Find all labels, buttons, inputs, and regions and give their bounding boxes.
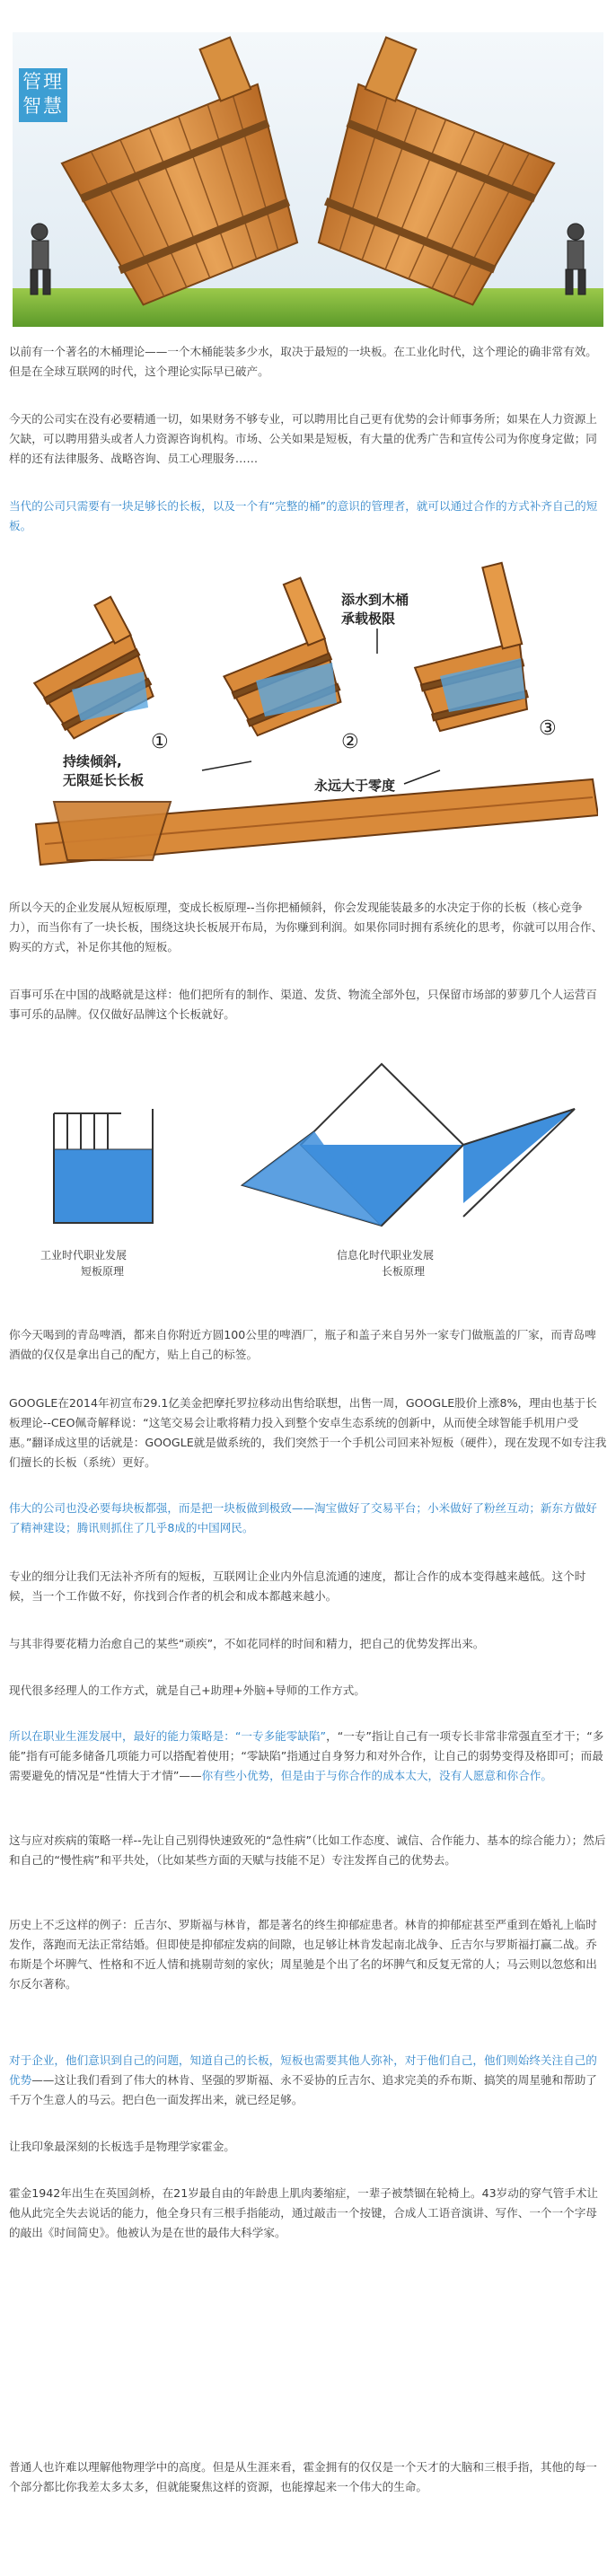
strategy-intro: 所以在职业生涯发展中，最好的能力策略是： xyxy=(9,1729,235,1743)
paragraph-5: 百事可乐在中国的战略就是这样：他们把所有的制作、渠道、发货、物流全部外包，只保留市场部的萝萝几个人运营百事可乐的品牌。仅仅做好品牌这个长板就好。 xyxy=(9,988,597,1021)
paragraph-11: 现代很多经理人的工作方式，就是自己+助理+外脑+导师的工作方式。 xyxy=(9,1684,365,1697)
label-add-water: 添水到木桶 xyxy=(341,592,409,608)
hero-image xyxy=(0,32,616,327)
label-keep-tilting: 持续倾斜, xyxy=(63,753,122,769)
label-capacity-limit: 承载极限 xyxy=(341,611,396,627)
paragraph-8: 伟大的公司也没必要每块板都强，而是把一块板做到极致——淘宝做好了交易平台；小米做好了粉丝互动；新东方做好了精神建设；腾讯则抓住了几乎8成的中国网民。 xyxy=(9,1501,597,1534)
left-caption-2: 短板原理 xyxy=(81,1265,125,1278)
paragraph-15 xyxy=(9,2051,607,2110)
strategy-warning: 你有些小优势，但是由于与你合作的成本太大，没有人愿意和你合作。 xyxy=(201,1769,552,1782)
short-long-plank-figure xyxy=(18,1059,598,1300)
paragraph-12 xyxy=(9,1727,607,1786)
enterprise-focus: 对于企业，他们意识到自己的问题，知道自己的长板，短板也需要其他人弥补，对于他们自己，他们则始终关注自己的优势 xyxy=(9,2053,597,2087)
paragraph-7: GOOGLE在2014年初宣布29.1亿美金把摩托罗拉移动出售给联想，出售一周，GOOGLE股价上涨8%，理由也基于长板理论--CEO佩奇解释说：“这笔交易会让歌将精力投入到整个安卓生态系统的创新中，从而使全球智能手机用户受惠。”翻译成这里的话就是：GOOGLE就是做系统的，我们突然于一个手机公司回来补短板（硬件），现在发现不如专注我们擅长的长板（系统）更好。 xyxy=(9,1396,607,1469)
right-caption-2: 长板原理 xyxy=(382,1265,426,1278)
paragraph-13: 这与应对疾病的策略一样--先让自己别得快速致死的“急性病”（比如工作态度、诚信、合作能力、基本的综合能力）；然后和自己的“慢性病”和平共处，（比如某些方面的天赋与技能不足）专注发挥自己的优势去。 xyxy=(9,1833,606,1867)
left-caption-1: 工业时代职业发展 xyxy=(40,1249,128,1262)
label-above-zero: 永远大于零度 xyxy=(314,778,396,794)
badge-line-2: 智慧 xyxy=(22,95,64,117)
strategy-explanation: ，“一专”指让自己有一项专长非常非常强直至才干；“多能”指有可能多储备几项能力可以搭配着使用；“零缺陷”指通过自身努力和对外合作，让自己的弱势变得及格即可；而最需要避免的情况是“性情大于才情”—— xyxy=(9,1729,604,1782)
strategy-motto: “一专多能零缺陷” xyxy=(234,1729,327,1743)
paragraph-9: 专业的细分让我们无法补齐所有的短板，互联网让企业内外信息流通的速度，都让合作的成本变得越来越低。这个时候，当一个工作做不好，你找到合作者的机会和成本都越来越小。 xyxy=(9,1569,586,1603)
paragraph-14: 历史上不乏这样的例子：丘吉尔、罗斯福与林肯，都是著名的终生抑郁症患者。林肯的抑郁症甚至严重到在婚礼上临时发作，落跑而无法正常结婚。但即使是抑郁症发病的间隙，也足够让林肯发起南北战争、丘吉尔与罗斯福打赢二战。乔布斯是个坏脾气、性格和不近人情和挑剔苛刻的家伙；周星驰是个出了名的坏脾气和反复无常的人；马云则以忽悠和出尔反尔著称。 xyxy=(9,1918,597,1991)
right-caption-1: 信息化时代职业发展 xyxy=(337,1249,435,1262)
paragraph-17: 霍金1942年出生在英国剑桥，在21岁最自由的年龄患上肌肉萎缩症，一辈子被禁锢在轮椅上。43岁动的穿气管手术让他从此完全失去说话的能力，他全身只有三根手指能动，通过敲击一个按键，合成人工语音演讲、写作、一个一个字母的敲出《时间简史》。他被认为是在世的最伟大科学家。 xyxy=(9,2186,599,2239)
step-3-number: ③ xyxy=(539,717,557,740)
tilted-bucket-figure xyxy=(18,555,598,876)
step-1-number: ① xyxy=(151,731,169,753)
label-extend-plank: 无限延长长板 xyxy=(63,772,145,788)
paragraph-1: 以前有一个著名的木桶理论——一个木桶能装多少水，取决于最短的一块板。在工业化时代，这个理论的确非常有效。但是在全球互联网的时代，这个理论实际早已破产。 xyxy=(9,345,597,378)
paragraph-16: 让我印象最深刻的长板选手是物理学家霍金。 xyxy=(9,2140,235,2153)
paragraph-18: 普通人也许难以理解他物理学中的高度。但是从生涯来看，霍金拥有的仅仅是一个天才的大脑和三根手指，其他的每一个部分都比你我差太多太多，但就能聚焦这样的资源，也能撑起来一个伟大的生命。 xyxy=(9,2460,597,2493)
paragraph-10: 与其非得要花精力治愈自己的某些“顽疾”，不如花同样的时间和精力，把自己的优势发挥出来。 xyxy=(9,1637,485,1650)
paragraph-2: 今天的公司实在没有必要精通一切，如果财务不够专业，可以聘用比自己更有优势的会计师事务所；如果在人力资源上欠缺，可以聘用猎头或者人力资源咨询机构。市场、公关如果是短板，有大量的优秀广告和宣传公司为你度身定做；同样的还有法律服务、战略咨询、员工心理服务…… xyxy=(9,412,597,465)
badge-line-1: 管理 xyxy=(22,71,64,92)
step-2-number: ② xyxy=(341,731,359,753)
paragraph-4: 所以今天的企业发展从短板原理，变成长板原理--当你把桶倾斜，你会发现能装最多的水决定于你的长板（核心竞争力），而当你有了一块长板，围绕这块长板展开布局，为你赚到利润。如果你同时拥有系统化的思考，你就可以用合作、购买的方式，补足你其他的短板。 xyxy=(9,901,603,954)
brand-badge xyxy=(19,68,67,122)
paragraph-3: 当代的公司只需要有一块足够长的长板，以及一个有“完整的桶”的意识的管理者，就可以通过合作的方式补齐自己的短板。 xyxy=(9,499,598,532)
paragraph-6: 你今天喝到的青岛啤酒，都来自你附近方圆100公里的啤酒厂，瓶子和盖子来自另外一家专门做瓶盖的厂家，而青岛啤酒做的仅仅是拿出自己的配方，贴上自己的标签。 xyxy=(9,1328,596,1361)
enterprise-examples: ——这让我们看到了伟大的林肯、坚强的罗斯福、永不妥协的丘吉尔、追求完美的乔布斯、搞笑的周星驰和帮助了千万个生意人的马云。把白色一面发挥出来，就已经足够。 xyxy=(9,2073,597,2106)
